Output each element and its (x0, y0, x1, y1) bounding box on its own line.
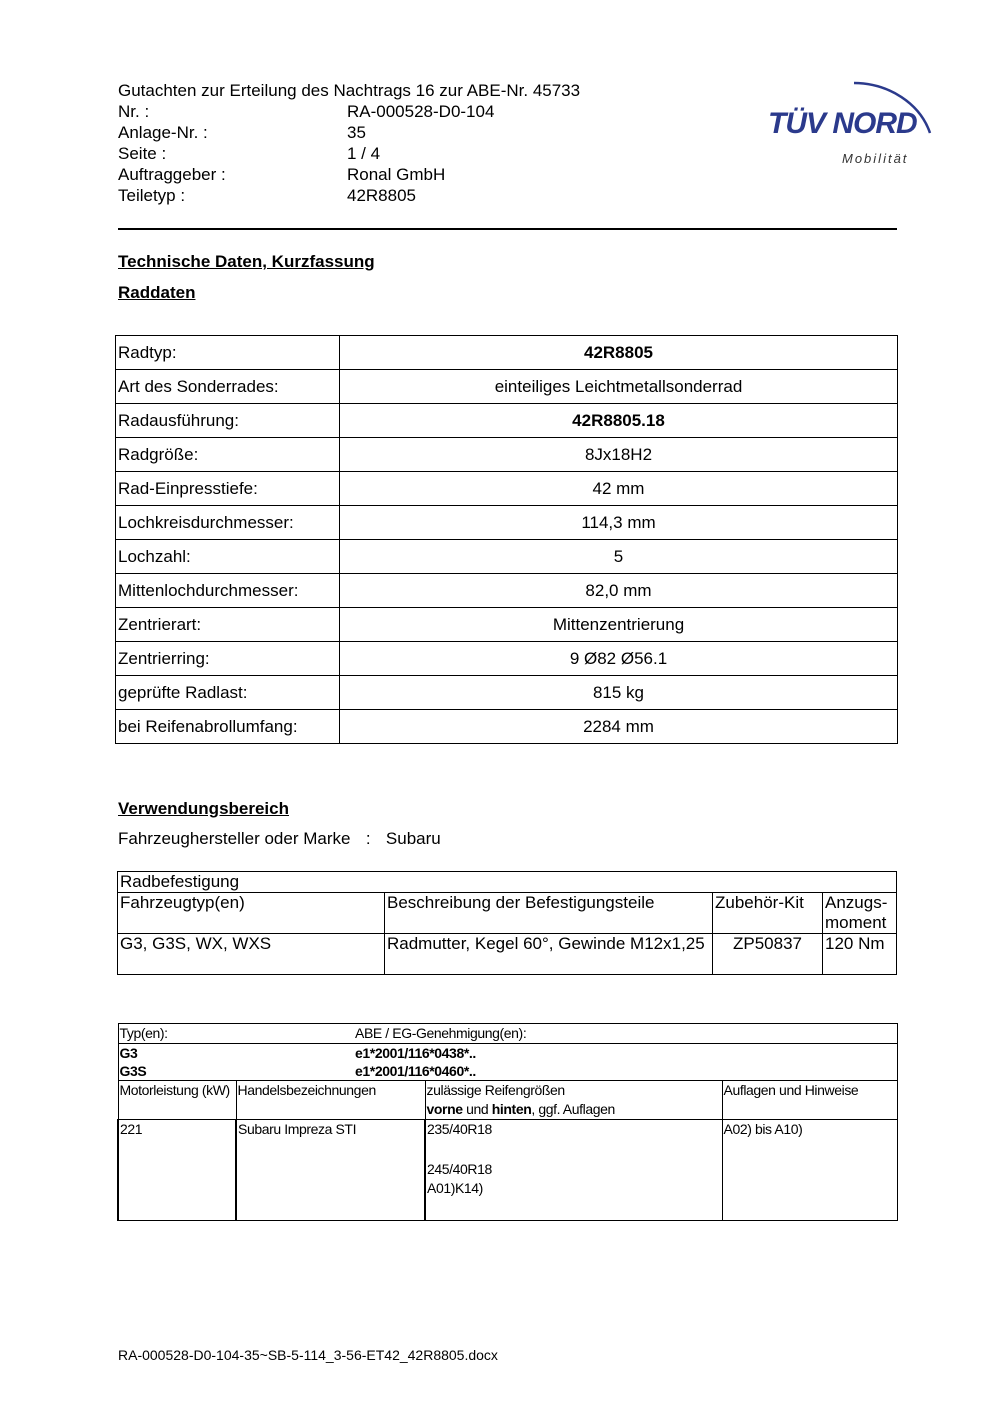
raddaten-row (116, 608, 898, 642)
abe-item: e1*2001/116*0460*.. (355, 1063, 476, 1079)
header-key: Auftraggeber : (118, 165, 226, 184)
header-value: 1 / 4 (347, 144, 381, 163)
header-row-seite (118, 143, 580, 164)
raddaten-row (116, 574, 898, 608)
typen-table (117, 1023, 898, 1221)
document-footer: RA-000528-D0-104-35~SB-5-114_3-56-ET42_42R8805.docx (118, 1347, 498, 1363)
raddaten-row (116, 472, 898, 506)
raddaten-label: Lochkreisdurchmesser: (116, 506, 340, 540)
reifen-vorne: vorne (426, 1101, 463, 1117)
raddaten-label: Radgröße: (116, 438, 340, 472)
raddaten-label: bei Reifenabrollumfang: (116, 710, 340, 744)
header-row-auftraggeber (118, 164, 580, 185)
reifen-header-line2 (427, 1100, 721, 1119)
abe-item: e1*2001/116*0438*.. (355, 1045, 476, 1061)
radbefestigung-title: Radbefestigung (118, 872, 897, 893)
bef-cell-zubehoer: ZP50837 (713, 934, 823, 975)
raddaten-label: Radtyp: (116, 336, 340, 370)
raddaten-row (116, 676, 898, 710)
hersteller-separator: : (365, 829, 371, 848)
reifen-size: 235/40R18 (427, 1121, 492, 1137)
raddaten-row (116, 540, 898, 574)
cell-motorleistung: 221 (118, 1120, 236, 1221)
abe-label-text: ABE / EG-Genehmigung(en): (355, 1025, 527, 1041)
raddaten-label: Mittenlochdurchmesser: (116, 574, 340, 608)
raddaten-row (116, 404, 898, 438)
document-header (118, 80, 580, 206)
raddaten-row (116, 506, 898, 540)
bef-header-beschreibung: Beschreibung der Befestigungsteile (385, 893, 713, 934)
raddaten-value: 8Jx18H2 (340, 438, 898, 472)
bef-header-fahrzeugtyp: Fahrzeugtyp(en) (118, 893, 385, 934)
reifen-spacer (427, 1139, 721, 1160)
header-auflagen: Auflagen und Hinweise (722, 1081, 898, 1120)
raddaten-value: einteiliges Leichtmetallsonderrad (340, 370, 898, 404)
logo-wordmark: TÜV NORD (768, 107, 917, 140)
fahrzeughersteller-line (118, 829, 441, 849)
section-technische-daten: Technische Daten, Kurzfassung (118, 252, 375, 271)
header-key: Nr. : (118, 102, 150, 121)
bef-cell-beschreibung: Radmutter, Kegel 60°, Gewinde M12x1,25 (385, 934, 713, 975)
radbefestigung-table (117, 871, 897, 975)
header-divider (118, 228, 897, 230)
raddaten-value: 2284 mm (340, 710, 898, 744)
hersteller-value: Subaru (385, 829, 441, 848)
typ-item: G3S (119, 1063, 147, 1079)
header-handelsbezeichnungen: Handelsbezeichnungen (236, 1081, 425, 1120)
typ-item: G3 (119, 1045, 138, 1061)
section-raddaten: Raddaten (118, 283, 196, 302)
raddaten-label: Zentrierart: (116, 608, 340, 642)
reifen-size: 245/40R18 (427, 1161, 492, 1177)
typ-label: Typ(en): (118, 1024, 425, 1044)
section-verwendungsbereich: Verwendungsbereich (118, 799, 289, 818)
reifen-auflagen: A01)K14) (427, 1180, 483, 1196)
document-title: Gutachten zur Erteilung des Nachtrags 16 zur ABE-Nr. 45733 (118, 81, 581, 100)
raddaten-value: 42 mm (340, 472, 898, 506)
raddaten-value: 9 Ø82 Ø56.1 (340, 642, 898, 676)
raddaten-label: Lochzahl: (116, 540, 340, 574)
raddaten-row (116, 642, 898, 676)
abe-label (355, 1024, 898, 1044)
raddaten-value: 5 (340, 540, 898, 574)
reifen-hinten: hinten (491, 1101, 532, 1117)
header-motorleistung: Motorleistung (kW) (118, 1081, 236, 1120)
abe-list (355, 1044, 898, 1081)
cell-reifengroessen (425, 1120, 722, 1221)
reifen-und: und (462, 1101, 492, 1117)
cell-auflagen: A02) bis A10) (722, 1120, 898, 1221)
header-value: 42R8805 (347, 186, 417, 205)
header-reifengroessen (425, 1081, 722, 1120)
raddaten-value: 42R8805 (340, 336, 898, 370)
header-key: Seite : (118, 144, 167, 163)
header-value: Ronal GmbH (347, 165, 446, 184)
raddaten-row (116, 710, 898, 744)
logo-subtitle: Mobilität (842, 151, 909, 166)
bef-cell-anzugsmoment: 120 Nm (823, 934, 897, 975)
header-row-nr (118, 101, 580, 122)
raddaten-label: geprüfte Radlast: (116, 676, 340, 710)
raddaten-table (115, 335, 898, 744)
raddaten-label: Rad-Einpresstiefe: (116, 472, 340, 506)
header-value: RA-000528-D0-104 (347, 102, 495, 121)
header-value: 35 (347, 123, 366, 142)
raddaten-value: Mittenzentrierung (340, 608, 898, 642)
header-row-anlage (118, 122, 580, 143)
reifen-rest: , ggf. Auflagen (531, 1101, 615, 1117)
raddaten-value: 82,0 mm (340, 574, 898, 608)
bef-cell-fahrzeugtyp: G3, G3S, WX, WXS (118, 934, 385, 975)
raddaten-label: Radausführung: (116, 404, 340, 438)
tuev-nord-logo (762, 55, 942, 175)
header-key: Teiletyp : (118, 186, 186, 205)
raddaten-value: 42R8805.18 (340, 404, 898, 438)
raddaten-row (116, 336, 898, 370)
raddaten-row (116, 370, 898, 404)
raddaten-value: 114,3 mm (340, 506, 898, 540)
bef-header-anzugsmoment: Anzugs- moment (823, 893, 897, 934)
reifen-header-line1: zulässige Reifengrößen (426, 1082, 565, 1098)
raddaten-row (116, 438, 898, 472)
raddaten-value: 815 kg (340, 676, 898, 710)
header-key: Anlage-Nr. : (118, 123, 208, 142)
header-row-teiletyp (118, 185, 580, 206)
raddaten-label: Art des Sonderrades: (116, 370, 340, 404)
hersteller-label: Fahrzeughersteller oder Marke (118, 829, 351, 848)
cell-handelsbezeichnung: Subaru Impreza STI (236, 1120, 425, 1221)
bef-header-zubehoer: Zubehör-Kit (713, 893, 823, 934)
raddaten-label: Zentrierring: (116, 642, 340, 676)
